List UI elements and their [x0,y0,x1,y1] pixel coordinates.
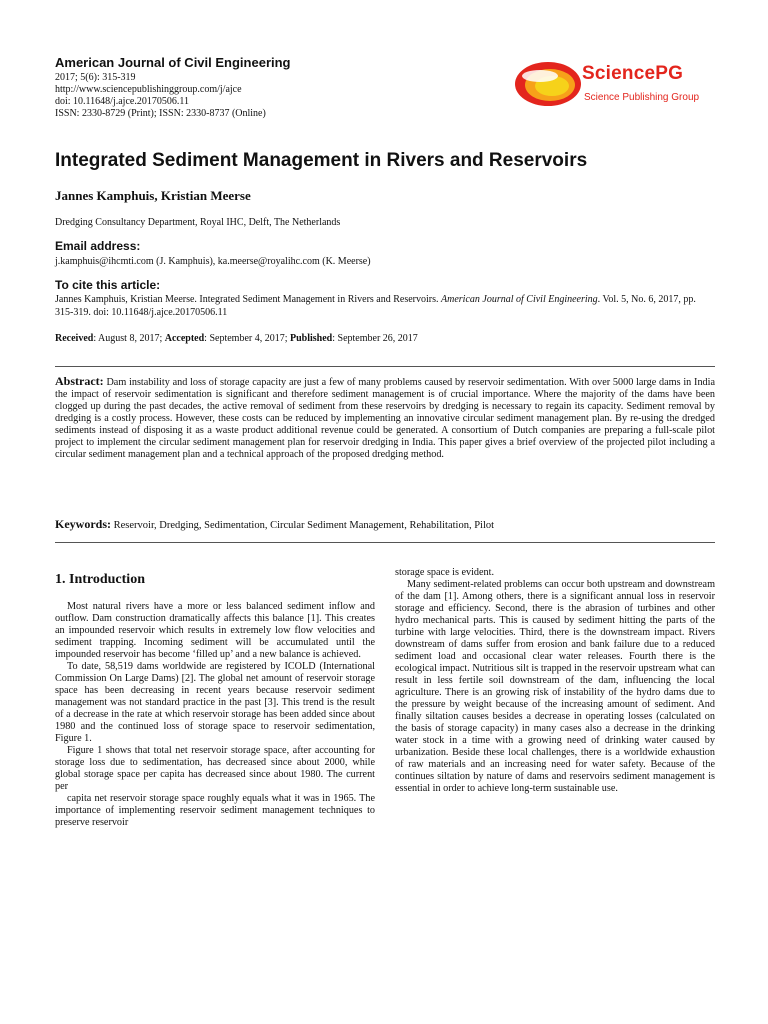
logo-subtitle: Science Publishing Group [584,92,700,103]
accepted-date: : September 4, 2017; [204,333,290,344]
abstract-label: Abstract: [55,374,104,388]
paragraph: storage space is evident. [395,567,495,578]
paper-title: Integrated Sediment Management in Rivers and Reservoirs [55,150,588,171]
journal-name: American Journal of Civil Engineering [55,55,291,70]
published-label: Published [290,333,333,344]
cite-text [55,294,715,319]
paragraph: Many sediment-related problems can occur both upstream and downstream of the dam [1]. Among others, there is a significant annual loss in reservoir storage and efficiency. Second, there is the abrasion of turbines and other hydro mechanical parts. This is caused by sediment hitting the parts of the turbine with large velocities. Third, there is the downstream impact. Rivers downstream of dams suffer from erosion and bank failure due to a reduced sediment load and occasional clear water releases. Fourth there is the ecological impact. Nutritious silt is trapped in the reservoir upstream what can result in less fertile soil downstream of the dam, influencing the local agriculture. There is an growing risk of instability of the hydro dams due to the pressure by weight because of the increasing amount of sediment. And finally siltation causes besides a decrease in operating losses (calculated on the basis of storage capacity) in many cases also a decrease in the drinking water stock in a time with a growing need of drinking water caused by urbanization. Beside these local challenges, there is a worldwide exhaustion of raw materials and an increasing need for water safety. Because of the continues siltation by nature of dams and reservoirs sediment management is essential in order to achieve long-term sustainable use. [395,579,715,794]
published-date: : September 26, 2017 [332,333,418,344]
paragraph: To date, 58,519 dams worldwide are registered by ICOLD (International Commission On Large Dams) [2]. The global net amount of reservoir storage space has been decreasing in recent years because reservoir sediment management was not standard practice in the past [3]. This trend is the result of a decrease in the rate at which reservoir storage has been added since about 1980 and the continued loss of storage space to reservoir sedimentation, Figure 1. [55,661,375,744]
keywords-label: Keywords: [55,517,111,531]
received-label: Received [55,333,94,344]
cite-plain: Jannes Kamphuis, Kristian Meerse. Integrated Sediment Management in Rivers and Reservoirs. [55,294,442,305]
abstract [55,375,715,461]
abstract-text: Dam instability and loss of storage capacity are just a few of many problems caused by reservoir sedimentation. With over 5000 large dams in India the impact of reservoir sedimentation is significant and therefore sediment management is of crucial importance. Where the majority of the dams have been clogged up during the past decades, the active removal of sediment from these reservoirs by dredging is necessary to regain its capacity. Sediment removal by dredging is a costly process. However, these costs can be reduced by implementing an innovative circular sediment management plan. By re-using the dredged sediments instead of disposing it as a waste product additional revenue could be generated. A consortium of Dutch companies are preparing a full-scale pilot project to implement the circular sediment management plan for reservoir dredging in India. This paper gives a brief overview of the projected pilot including a circular sediment management plan and a technical approach of the proposed dredging method. [55,377,715,460]
cite-journal: American Journal of Civil Engineering [441,294,598,305]
paragraph: Most natural rivers have a more or less balanced sediment inflow and outflow. Dam construction dramatically affects this balance [1]. This creates an impounded reservoir which results in extremely low flow velocities and sediment trapping. Incoming sediment will be accumulated until the impounded reservoir has become ‘filled up’ and a new balance is achieved. [55,601,375,660]
keywords [55,517,494,532]
article-dates [55,333,418,345]
paper-authors: Jannes Kamphuis, Kristian Meerse [55,188,251,203]
paper-affiliation: Dredging Consultancy Department, Royal IHC, Delft, The Netherlands [55,217,341,228]
keywords-text: Reservoir, Dredging, Sedimentation, Circular Sediment Management, Rehabilitation, Pilot [111,520,495,531]
divider-top [55,366,715,367]
journal-url[interactable]: http://www.sciencepublishinggroup.com/j/ajce [55,84,242,95]
email-heading: Email address: [55,239,141,253]
journal-doi[interactable]: doi: 10.11648/j.ajce.20170506.11 [55,96,189,107]
left-column [55,601,375,829]
received-date: : August 8, 2017; [93,333,165,344]
cite-end: . Vol. 5, No. 6, 2017, pp. 315-319. doi: 10.11648/j.ajce.20170506.11 [55,294,696,318]
journal-issn: ISSN: 2330-8729 (Print); ISSN: 2330-8737 (Online) [55,108,266,119]
journal-citation: 2017; 5(6): 315-319 [55,72,136,83]
paragraph: capita net reservoir storage space roughly equals what it was in 1965. The importance of implementing reservoir sediment management techniques to preserve reservoir [55,793,375,828]
logo-name: SciencePG [582,63,684,84]
right-column [395,567,715,795]
email-addresses[interactable]: j.kamphuis@ihcmti.com (J. Kamphuis), ka.meerse@royalihc.com (K. Meerse) [55,256,371,267]
divider-bottom [55,542,715,543]
section-heading: 1. Introduction [55,572,145,587]
paragraph: Figure 1 shows that total net reservoir storage space, after accounting for storage loss due to sedimentation, has decreased since about 2000, while global storage space per capita has decreased since about 1980. The current per [55,745,375,792]
cite-heading: To cite this article: [55,278,161,292]
accepted-label: Accepted [164,333,205,344]
